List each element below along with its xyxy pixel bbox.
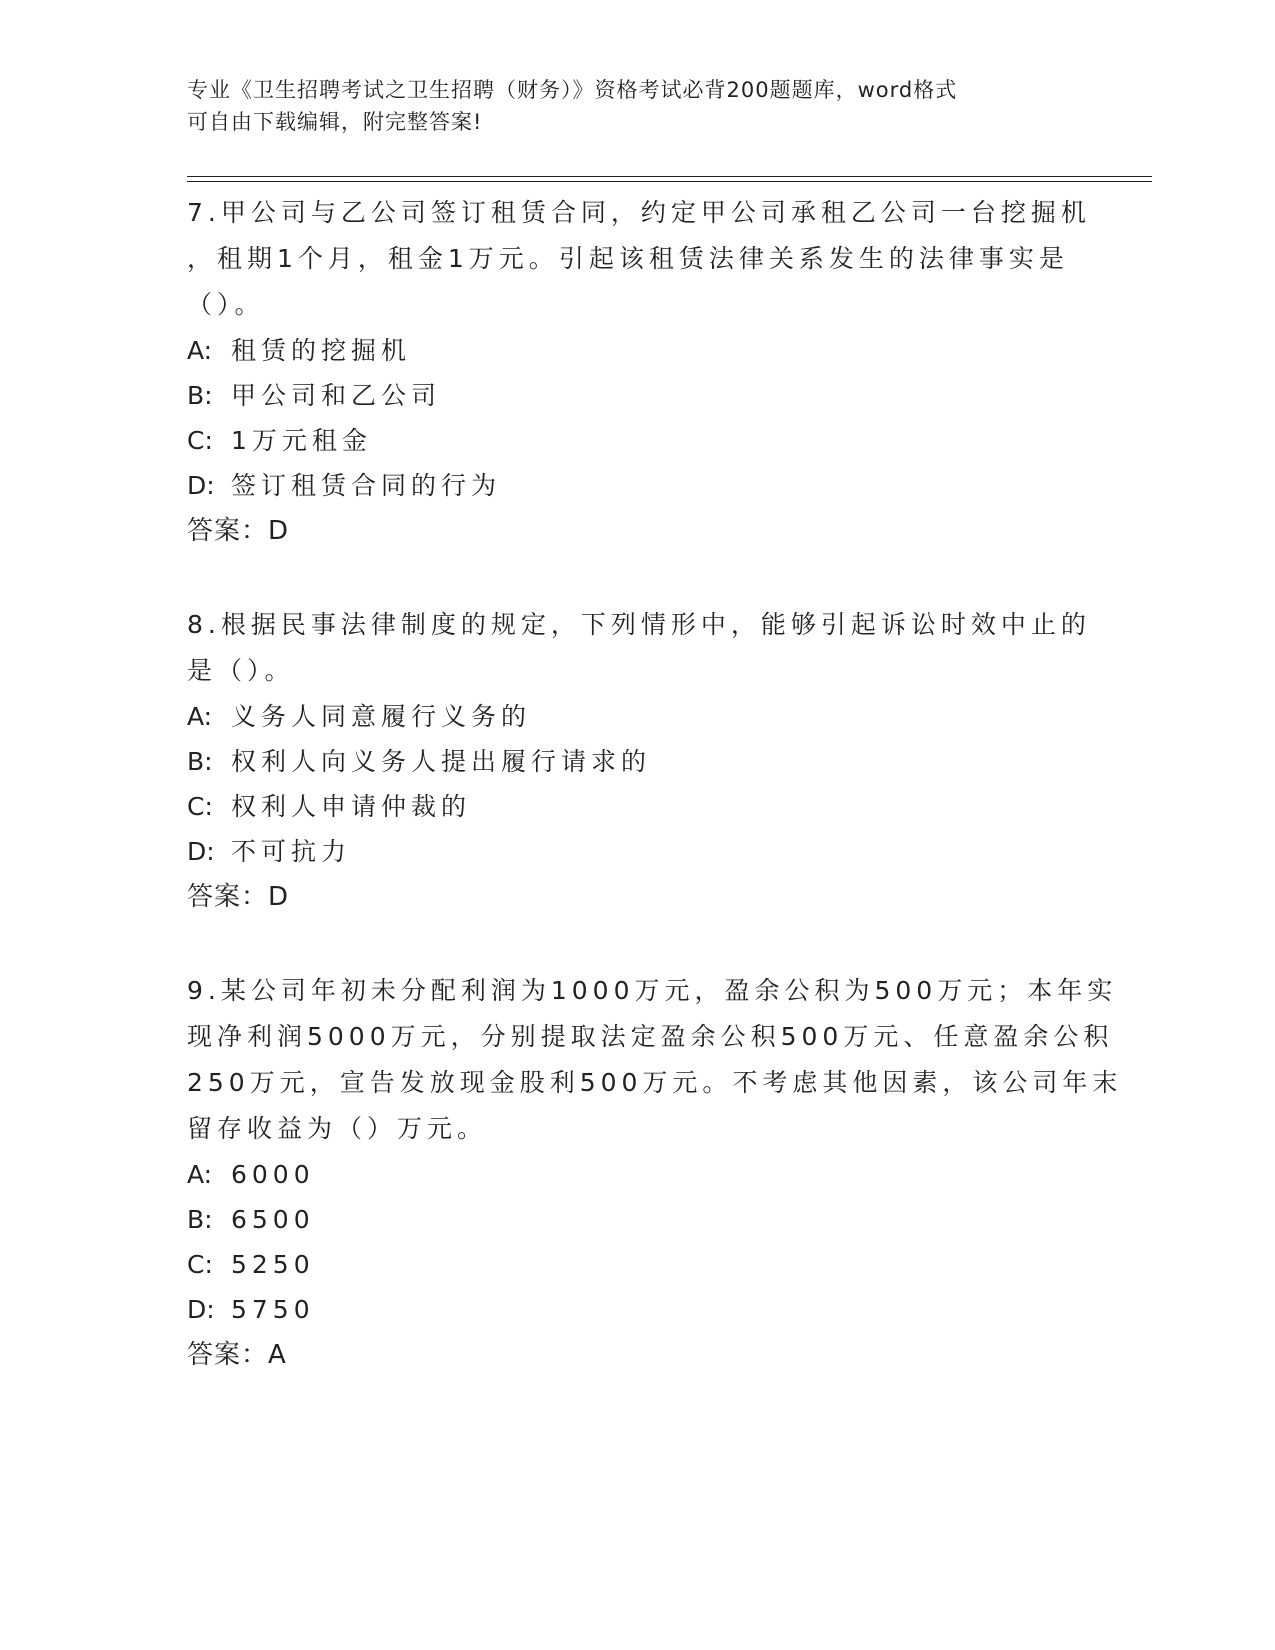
- option-text: 不可抗力: [231, 837, 352, 866]
- answer-label: 答案：A: [187, 1340, 287, 1370]
- header-divider-top: [187, 176, 1152, 177]
- header-divider-bottom: [187, 181, 1152, 182]
- question-7: [187, 190, 1107, 554]
- question-stem-line: （）。: [187, 290, 265, 319]
- question-stem-line: ，租期1个月，租金1万元。引起该租赁法律关系发生的法律事实是: [187, 244, 1069, 273]
- option-text: 租赁的挖掘机: [231, 336, 412, 365]
- option-key: C:: [187, 1250, 213, 1279]
- option-text: 义务人同意履行义务的: [231, 702, 532, 731]
- option-a: [187, 1152, 1107, 1197]
- question-stem-line: 9.某公司年初未分配利润为1000万元，盈余公积为500万元；本年实: [187, 976, 1118, 1005]
- option-text: 1万元租金: [231, 426, 372, 455]
- option-key: B:: [187, 1205, 213, 1234]
- option-c: [187, 418, 1107, 463]
- option-key: A:: [187, 1160, 213, 1189]
- question-stem: [187, 190, 1107, 328]
- option-d: [187, 1287, 1107, 1332]
- question-stem-line: 8.根据民事法律制度的规定，下列情形中，能够引起诉讼时效中止的: [187, 610, 1091, 639]
- option-a: [187, 694, 1107, 739]
- option-key: A:: [187, 702, 213, 731]
- option-b: [187, 1197, 1107, 1242]
- question-stem: [187, 602, 1107, 694]
- header-title-line-1: 专业《卫生招聘考试之卫生招聘（财务）》资格考试必背200题题库，word格式: [187, 78, 958, 102]
- option-d: [187, 829, 1107, 874]
- question-stem-line: 250万元，宣告发放现金股利500万元。不考虑其他因素，该公司年末: [187, 1068, 1123, 1097]
- question-9: [187, 968, 1123, 1378]
- option-b: [187, 739, 1107, 784]
- document-header: [187, 74, 1087, 138]
- option-key: C:: [187, 792, 213, 821]
- answer-label: 答案：D: [187, 882, 290, 912]
- option-text: 甲公司和乙公司: [231, 381, 442, 410]
- question-stem-line: 7.甲公司与乙公司签订租赁合同，约定甲公司承租乙公司一台挖掘机: [187, 198, 1091, 227]
- question-stem: [187, 968, 1123, 1152]
- option-text: 6000: [231, 1160, 315, 1189]
- option-text: 签订租赁合同的行为: [231, 471, 502, 500]
- option-key: C:: [187, 426, 213, 455]
- question-stem-line: 是（）。: [187, 656, 295, 685]
- option-key: D:: [187, 837, 215, 866]
- option-text: 5250: [231, 1250, 315, 1279]
- option-a: [187, 328, 1107, 373]
- option-key: A:: [187, 336, 213, 365]
- option-b: [187, 373, 1107, 418]
- option-c: [187, 1242, 1107, 1287]
- question-list: [187, 190, 1123, 1426]
- question-stem-line: 现净利润5000万元，分别提取法定盈余公积500万元、任意盈余公积: [187, 1022, 1114, 1051]
- question-stem-line: 留存收益为（）万元。: [187, 1114, 488, 1143]
- option-text: 权利人申请仲裁的: [231, 792, 472, 821]
- option-text: 权利人向义务人提出履行请求的: [231, 747, 652, 776]
- option-key: B:: [187, 381, 213, 410]
- option-c: [187, 784, 1107, 829]
- option-text: 5750: [231, 1295, 315, 1324]
- option-d: [187, 463, 1107, 508]
- option-key: D:: [187, 1295, 215, 1324]
- header-title-line-2: 可自由下载编辑，附完整答案!: [187, 110, 483, 134]
- option-text: 6500: [231, 1205, 315, 1234]
- answer-label: 答案：D: [187, 516, 290, 546]
- option-key: D:: [187, 471, 215, 500]
- question-8: [187, 602, 1107, 920]
- option-key: B:: [187, 747, 213, 776]
